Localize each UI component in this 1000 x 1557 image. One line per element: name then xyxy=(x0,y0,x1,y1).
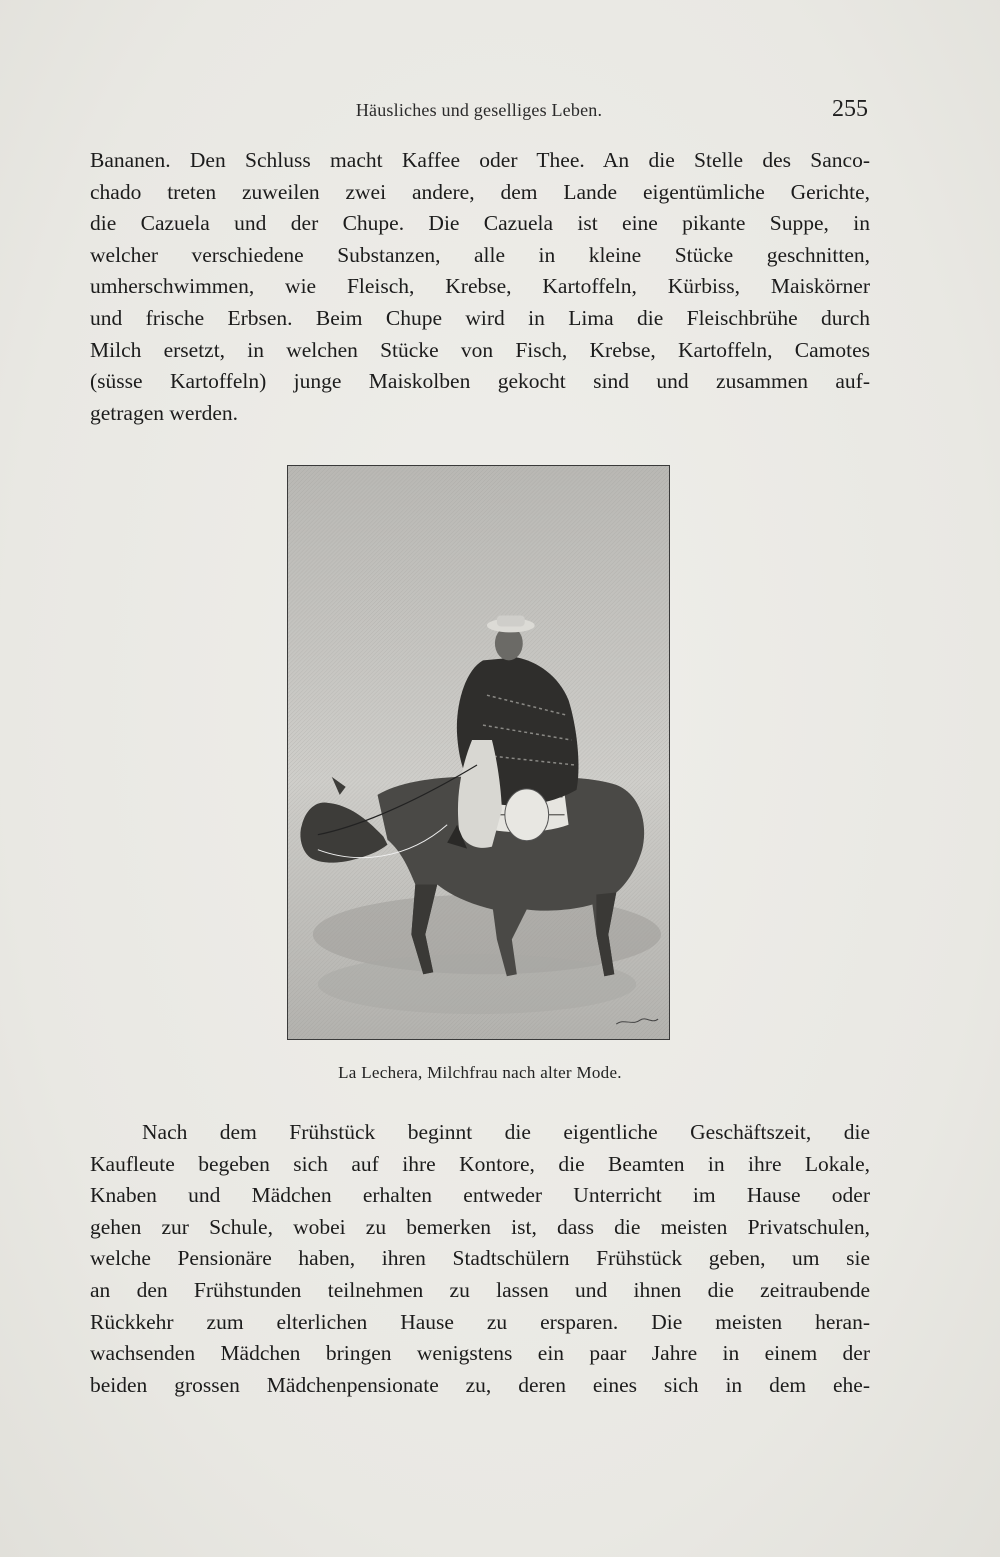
milkmaid-on-horse-illustration xyxy=(288,466,669,1039)
text-line: beiden grossen Mädchenpensionate zu, deren eines sich in dem ehe- xyxy=(90,1372,870,1397)
text-line: welcher verschiedene Substanzen, alle in kleine Stücke geschnitten, xyxy=(90,242,870,267)
text-line: und frische Erbsen. Beim Chupe wird in Lima die Fleischbrühe durch xyxy=(90,305,870,330)
text-line: an den Frühstunden teilnehmen zu lassen und ihnen die zeitraubende xyxy=(90,1277,870,1302)
text-line: umherschwimmen, wie Fleisch, Krebse, Kartoffeln, Kürbiss, Maiskörner xyxy=(90,274,870,299)
text-line: getragen werden. xyxy=(90,400,239,425)
text-line: Bananen. Den Schluss macht Kaffee oder Thee. An die Stelle des Sanco- xyxy=(90,148,870,172)
text-line: Rückkehr zum elterlichen Hause zu ersparen. Die meisten heran- xyxy=(90,1309,870,1334)
text-line: welche Pensionäre haben, ihren Stadtschülern Frühstück geben, um sie xyxy=(90,1246,870,1271)
text-line: Kaufleute begeben sich auf ihre Kontore, die Beamten in ihre Lokale, xyxy=(90,1151,870,1176)
text-line: gehen zur Schule, wobei zu bemerken ist, dass die meisten Privatschulen, xyxy=(90,1214,870,1239)
text-line: die Cazuela und der Chupe. Die Cazuela ist eine pikante Suppe, in xyxy=(90,211,870,236)
running-head xyxy=(88,96,870,130)
text-line: Nach dem Frühstück beginnt die eigentliche Geschäftszeit, die xyxy=(142,1120,870,1144)
paragraph-1 xyxy=(90,145,870,429)
text-line: (süsse Kartoffeln) junge Maiskolben gekocht sind und zusammen auf- xyxy=(90,369,870,394)
page-number: 255 xyxy=(832,96,868,122)
figure-caption: La Lechera, Milchfrau nach alter Mode. xyxy=(338,1063,622,1082)
text-line: wachsenden Mädchen bringen wenigstens ein paar Jahre in einem der xyxy=(90,1341,870,1366)
paragraph-2 xyxy=(90,1117,870,1401)
text-line: chado treten zuweilen zwei andere, dem Lande eigentümliche Gerichte, xyxy=(90,179,870,204)
running-title: Häusliches und geselliges Leben. xyxy=(355,100,603,120)
engraving-figure xyxy=(287,465,670,1040)
text-line: Knaben und Mädchen erhalten entweder Unterricht im Hause oder xyxy=(90,1183,870,1208)
text-line: Milch ersetzt, in welchen Stücke von Fisch, Krebse, Kartoffeln, Camotes xyxy=(90,337,870,362)
